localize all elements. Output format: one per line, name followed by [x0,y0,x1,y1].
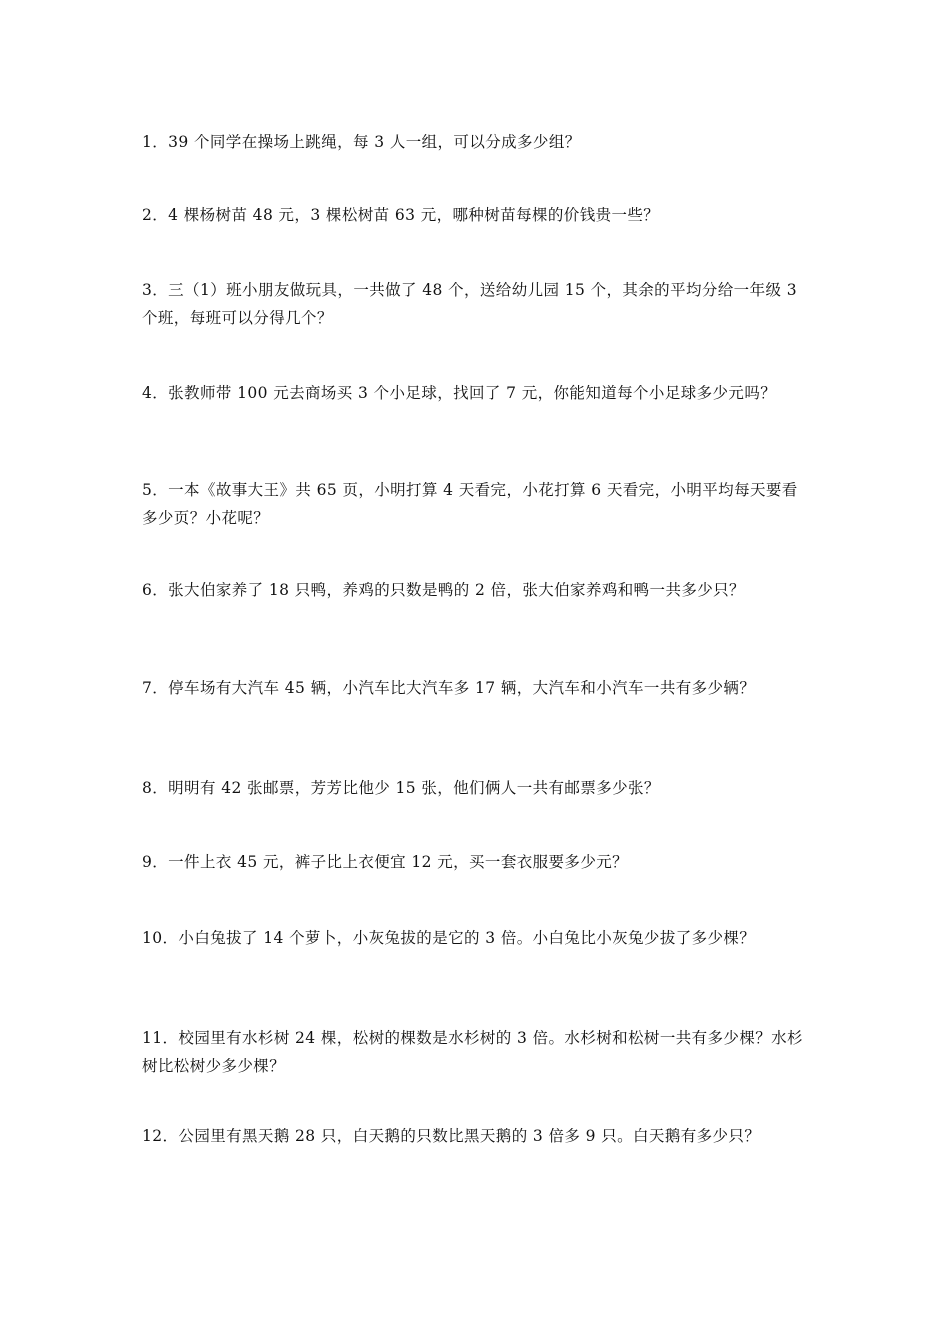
question-1: 1．39 个同学在操场上跳绳，每 3 人一组，可以分成多少组？ [142,132,581,151]
question-7: 7．停车场有大汽车 45 辆，小汽车比大汽车多 17 辆，大汽车和小汽车一共有多少辆？ [142,678,756,697]
question-12: 12．公园里有黑天鹅 28 只，白天鹅的只数比黑天鹅的 3 倍多 9 只。白天鹅有多少只？ [142,1126,761,1145]
question-8: 8．明明有 42 张邮票，芳芳比他少 15 张，他们俩人一共有邮票多少张？ [142,778,660,797]
question-10: 10．小白兔拔了 14 个萝卜，小灰兔拔的是它的 3 倍。小白兔比小灰兔少拔了多少棵？ [142,928,756,947]
question-2: 2．4 棵杨树苗 48 元，3 棵松树苗 63 元，哪种树苗每棵的价钱贵一些？ [142,205,660,224]
question-11: 11．校园里有水杉树 24 棵，松树的棵数是水杉树的 3 倍。水杉树和松树一共有多少棵？水杉树比松树少多少棵？ [142,1028,803,1075]
question-9: 9．一件上衣 45 元，裤子比上衣便宜 12 元，买一套衣服要多少元？ [142,852,629,871]
question-4: 4．张教师带 100 元去商场买 3 个小足球，找回了 7 元，你能知道每个小足球多少元吗？ [142,383,777,402]
question-5: 5．一本《故事大王》共 65 页，小明打算 4 天看完，小花打算 6 天看完，小明平均每天要看多少页？小花呢？ [142,480,798,527]
question-6: 6．张大伯家养了 18 只鸭，养鸡的只数是鸭的 2 倍，张大伯家养鸡和鸭一共多少只？ [142,580,745,599]
question-3: 3．三（1）班小朋友做玩具，一共做了 48 个，送给幼儿园 15 个，其余的平均分给一年级 3 个班，每班可以分得几个？ [142,280,797,327]
